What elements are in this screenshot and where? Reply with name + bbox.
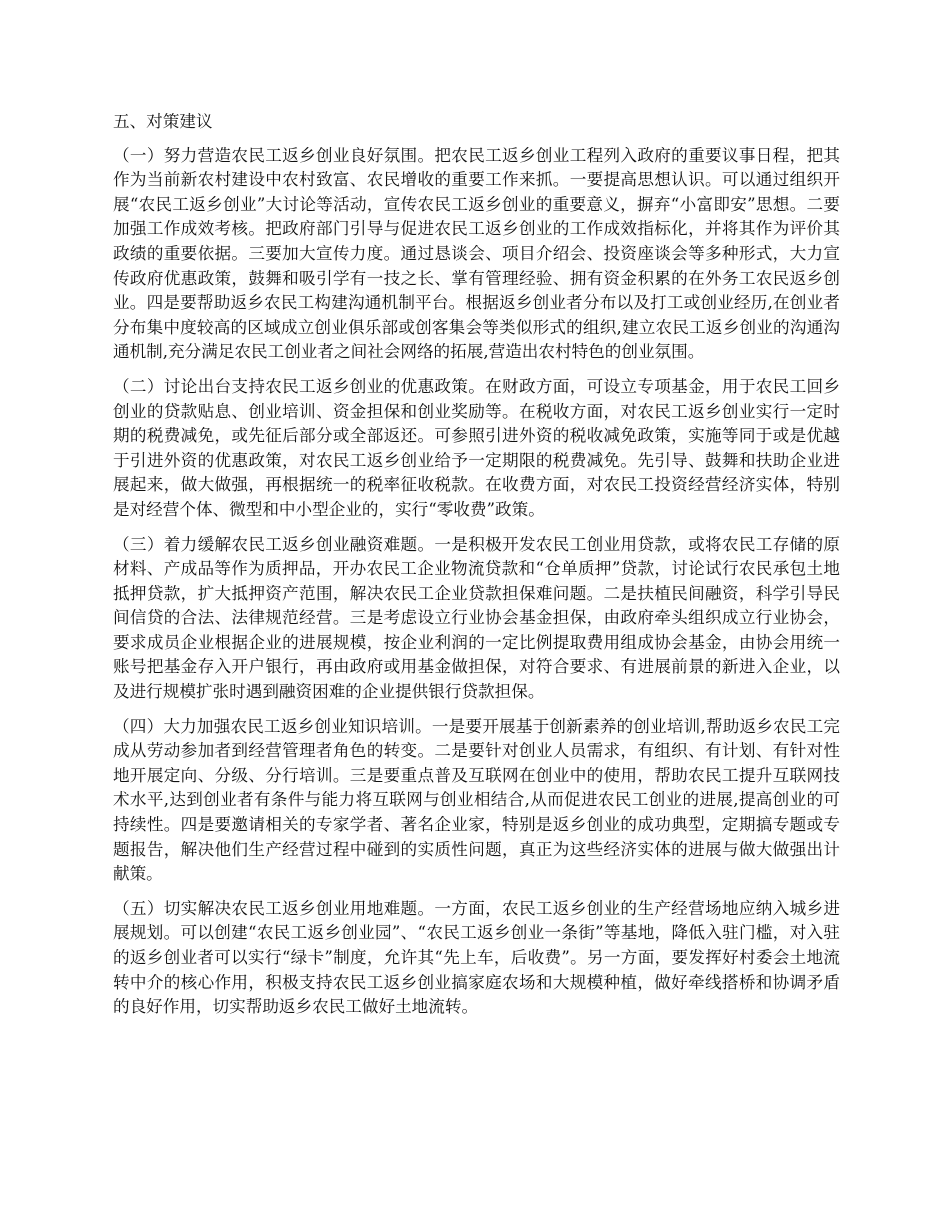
paragraph-3: （三）着力缓解农民工返乡创业融资难题。一是积极开发农民工创业用贷款，或将农民工存储的原材料、产成品等作为质押品，开办农民工企业物流贷款和“仓单质押”贷款，讨论试行农民承包土地抵押贷款，扩大抵押资产范围，解决农民工企业贷款担保难问题。二是扶植民间融资，科学引导民间信贷的合法、法律规范经营。三是考虑设立行业协会基金担保，由政府牵头组织成立行业协会，要求成员企业根据企业的进展规模，按企业利润的一定比例提取费用组成协会基金，由协会用统一账号把基金存入开户银行，再由政府或用基金做担保，对符合要求、有进展前景的新进入企业，以及进行规模扩张时遇到融资困难的企业提供银行贷款担保。 [113,534,840,702]
paragraph-1: （一）努力营造农民工返乡创业良好氛围。把农民工返乡创业工程列入政府的重要议事日程，把其作为当前新农村建设中农村致富、农民增收的重要工作来抓。一要提高思想认识。可以通过组织开展“农民工返乡创业”大讨论等活动，宣传农民工返乡创业的重要意义，摒弃“小富即安”思想。二要加强工作成效考核。把政府部门引导与促进农民工返乡创业的工作成效指标化，并将其作为评价其政绩的重要依据。三要加大宣传力度。通过恳谈会、项目介绍会、投资座谈会等多种形式，大力宣传政府优惠政策，鼓舞和吸引学有一技之长、掌有管理经验、拥有资金积累的在外务工农民返乡创业。四是要帮助返乡农民工构建沟通机制平台。根据返乡创业者分布以及打工或创业经历,在创业者分布集中度较高的区域成立创业俱乐部或创客集会等类似形式的组织,建立农民工返乡创业的沟通沟通机制,充分满足农民工创业者之间社会网络的拓展,营造出农村特色的创业氛围。 [113,145,840,362]
document-body [113,110,840,1030]
paragraph-4: （四）大力加强农民工返乡创业知识培训。一是要开展基于创新素养的创业培训,帮助返乡农民工完成从劳动参加者到经营管理者角色的转变。二是要针对创业人员需求，有组织、有计划、有针对性地开展定向、分级、分行培训。三是要重点普及互联网在创业中的使用，帮助农民工提升互联网技术水平,达到创业者有条件与能力将互联网与创业相结合,从而促进农民工创业的进展,提高创业的可持续性。四是要邀请相关的专家学者、著名企业家，特别是返乡创业的成功典型，定期搞专题或专题报告，解决他们生产经营过程中碰到的实质性问题，真正为这些经济实体的进展与做大做强出计献策。 [113,716,840,884]
paragraph-2: （二）讨论出台支持农民工返乡创业的优惠政策。在财政方面，可设立专项基金，用于农民工回乡创业的贷款贴息、创业培训、资金担保和创业奖励等。在税收方面，对农民工返乡创业实行一定时期的税费减免，或先征后部分或全部返还。可参照引进外资的税收减免政策，实施等同于或是优越于引进外资的优惠政策，对农民工返乡创业给予一定期限的税费减免。先引导、鼓舞和扶助企业进展起来，做大做强，再根据统一的税率征收税款。在收费方面，对农民工投资经营经济实体，特别是对经营个体、微型和中小型企业的，实行“零收费”政策。 [113,376,840,519]
section-heading: 五、对策建议 [113,112,213,131]
paragraph-5: （五）切实解决农民工返乡创业用地难题。一方面，农民工返乡创业的生产经营场地应纳入城乡进展规划。可以创建“农民工返乡创业园”、“农民工返乡创业一条街”等基地，降低入驻门槛，对入驻的返乡创业者可以实行“绿卡”制度，允许其“先上车，后收费”。另一方面，要发挥好村委会土地流转中介的核心作用，积极支持农民工返乡创业搞家庭农场和大规模种植，做好牵线搭桥和协调矛盾的良好作用，切实帮助返乡农民工做好土地流转。 [113,898,840,1017]
